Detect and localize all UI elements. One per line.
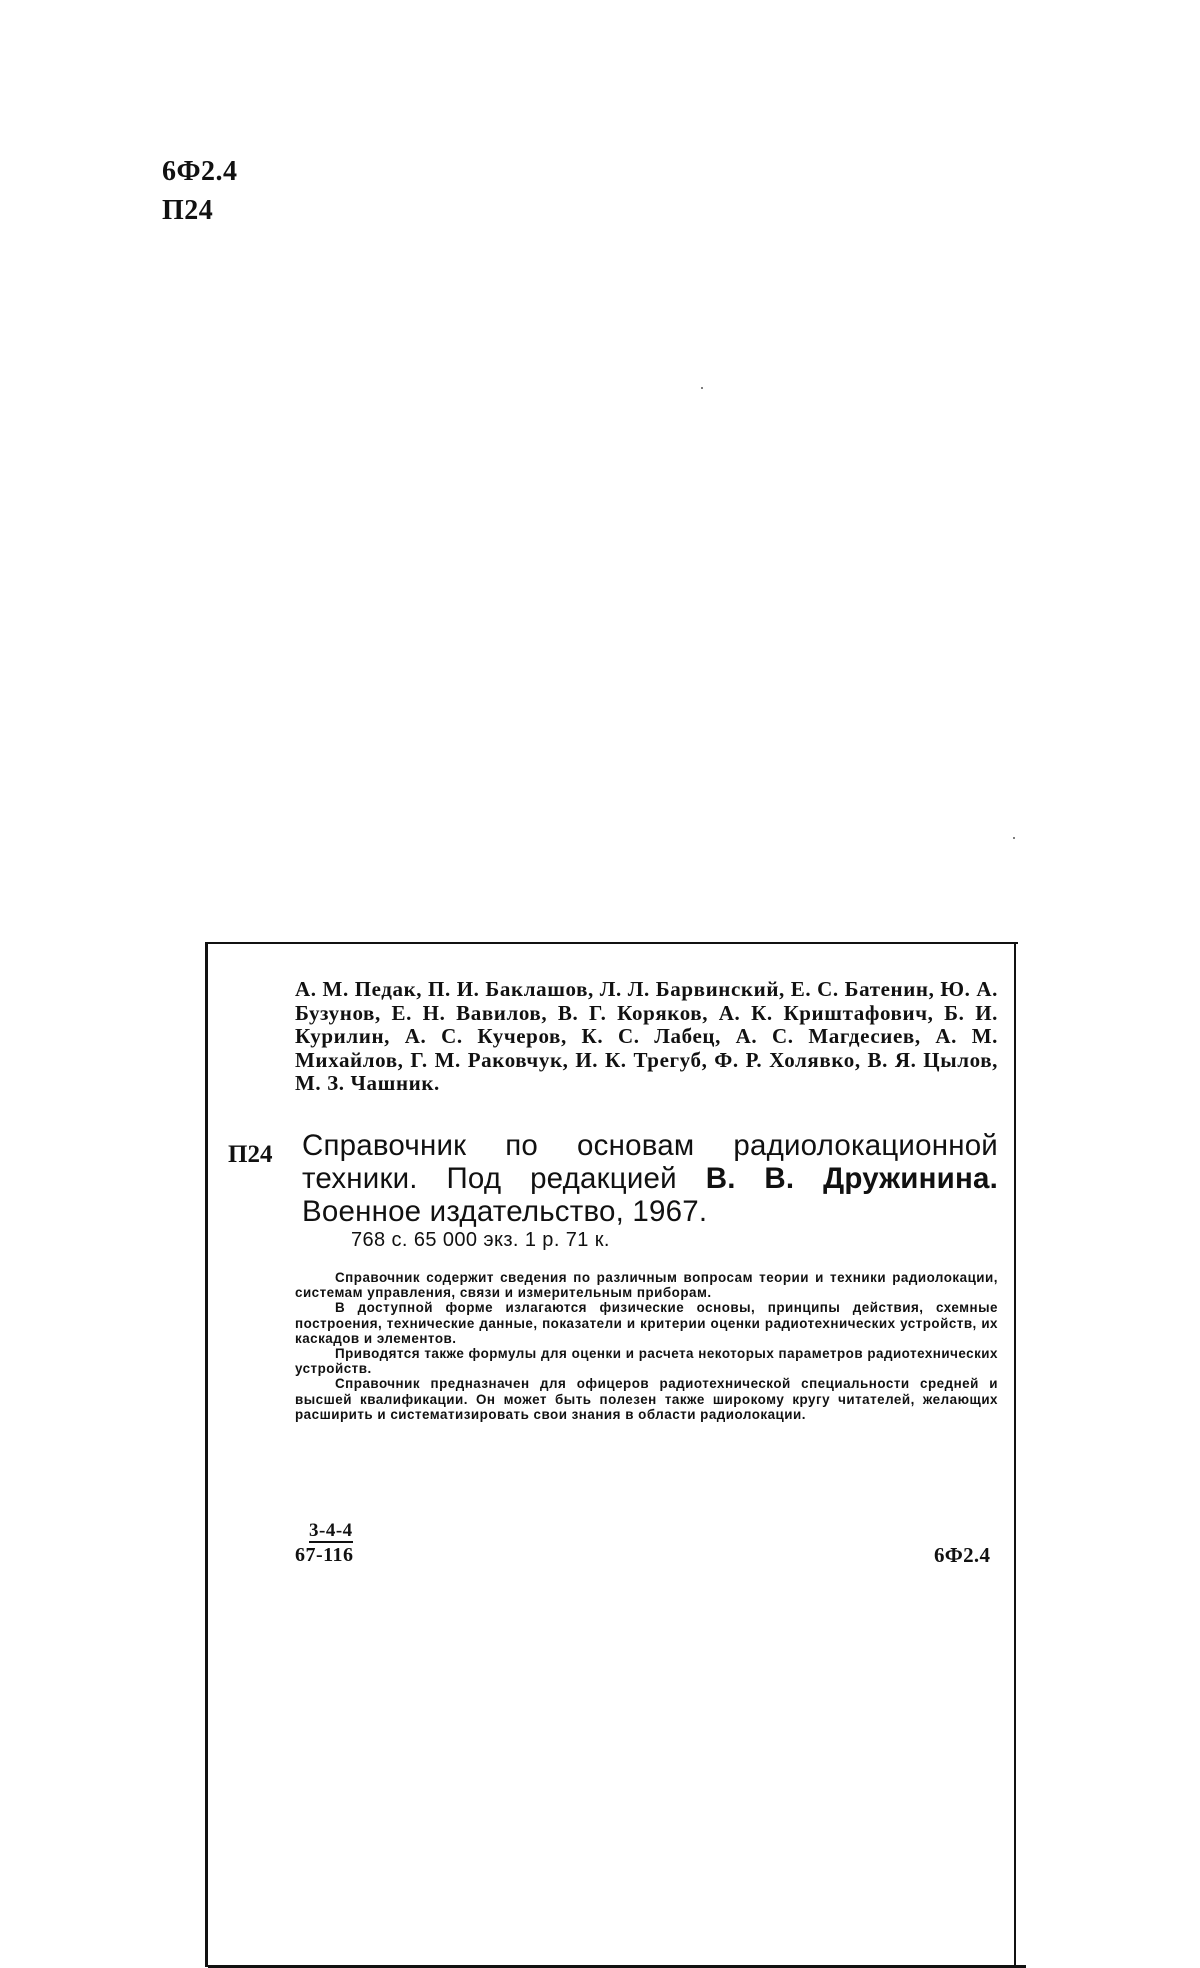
card-title-entry bbox=[302, 1129, 998, 1228]
book-title: Справочник по основам радиолокационной техники. Под редакцией bbox=[302, 1129, 998, 1195]
abstract-paragraph: Приводятся также формулы для оценки и расчета некоторых параметров радиотехнических устройств. bbox=[295, 1346, 998, 1377]
index-numerator: 3-4-4 bbox=[309, 1520, 353, 1541]
abstract-paragraph: Справочник содержит сведения по различным вопросам теории и техники радиолокации, системам управления, связи и измерительным приборам. bbox=[295, 1270, 998, 1301]
card-author-mark: П24 bbox=[228, 1141, 273, 1168]
scan-speck bbox=[701, 387, 703, 389]
book-editor: В. В. Дружинина. bbox=[705, 1162, 998, 1195]
abstract-paragraph: В доступной форме излагаются физические основы, принципы действия, схемные построения, технические данные, показатели и критерии оценки радиотехнических устройств, их каскадов и элементов. bbox=[295, 1300, 998, 1346]
author-mark: П24 bbox=[162, 195, 214, 226]
scan-speck bbox=[1013, 837, 1015, 839]
card-authors: А. М. Педак, П. И. Баклашов, Л. Л. Барвинский, Е. С. Батенин, Ю. А. Бузунов, Е. Н. Вавилов, В. Г. Коряков, А. К. Криштафович, Б. И. Курилин, А. С. Кучеров, К. С. Лабец, А. С. Магдесиев, А. М. Михайлов, Г. М. Раковчук, И. К. Трегуб, Ф. Р. Холявко, В. Я. Цылов, М. З. Чашник. bbox=[295, 977, 998, 1095]
index-denominator: 67-116 bbox=[295, 1544, 354, 1566]
book-publisher: Военное издательство, 1967. bbox=[302, 1195, 708, 1228]
abstract-paragraph: Справочник предназначен для офицеров радиотехнической специальности средней и высшей квалификации. Он может быть полезен также широкому кругу читателей, желающих расширить и систематизировать свои знания в области радиолокации. bbox=[295, 1376, 998, 1422]
card-abstract bbox=[295, 1270, 998, 1422]
card-left-border bbox=[205, 942, 208, 1967]
classification-code: 6Ф2.4 bbox=[162, 156, 238, 187]
card-top-border bbox=[205, 942, 1018, 944]
card-right-border bbox=[1014, 942, 1016, 1967]
publication-info: 768 с. 65 000 экз. 1 р. 71 к. bbox=[351, 1229, 610, 1251]
card-classification-code: 6Ф2.4 bbox=[934, 1543, 991, 1567]
